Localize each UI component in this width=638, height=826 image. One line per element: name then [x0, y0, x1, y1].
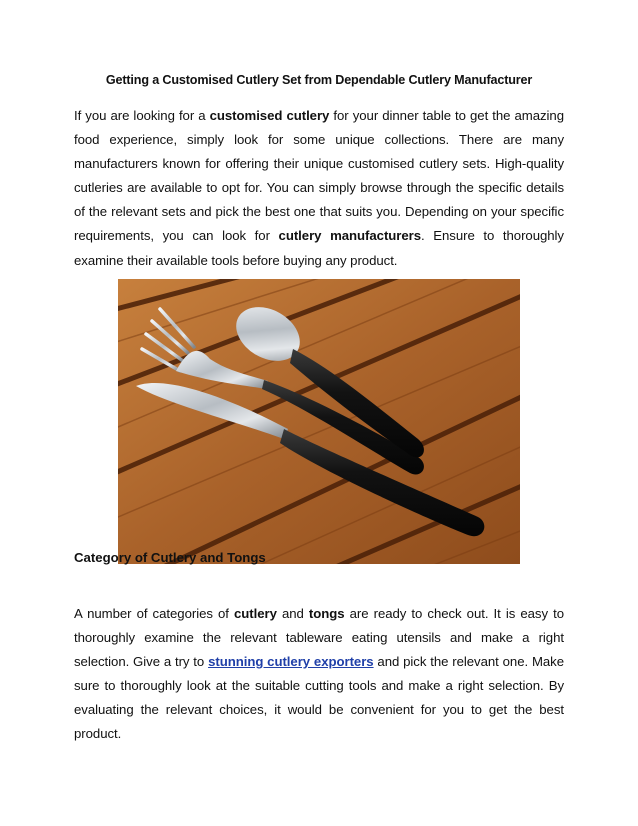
- stunning-cutlery-exporters-link[interactable]: stunning cutlery exporters: [208, 654, 374, 670]
- cutlery-set-photo: [118, 279, 520, 564]
- section-text-1: A number of categories of: [74, 606, 234, 621]
- section-paragraph: [74, 602, 564, 747]
- section-text-3: are ready to check out. It is easy to thoroughly examine the relevant tableware eating utensils and make a right selection. Give a try to: [74, 606, 564, 670]
- intro-text-1: If you are looking for a: [74, 108, 210, 123]
- intro-text-2: for your dinner table to get the amazing food experience, simply look for some unique collections. There are many manufacturers known for offering their unique customised cutlery sets. High-quality cutleries are available to opt for. You can simply browse through the specific details of the relevant sets and pick the best one that suits you. Depending on your specific requirements, you can look for: [74, 108, 564, 244]
- section-heading: Category of Cutlery and Tongs: [74, 550, 266, 565]
- intro-text-3: . Ensure to thoroughly examine their available tools before buying any product.: [74, 228, 564, 268]
- section-text-2: and: [276, 606, 309, 621]
- intro-bold-cutlery-manufacturers: cutlery manufacturers: [278, 228, 422, 244]
- section-bold-tongs: tongs: [308, 606, 345, 621]
- intro-bold-customised-cutlery: customised cutlery: [209, 108, 330, 123]
- document-title: Getting a Customised Cutlery Set from Dependable Cutlery Manufacturer: [105, 73, 533, 87]
- intro-paragraph: [74, 104, 564, 273]
- section-bold-cutlery: cutlery: [233, 606, 277, 621]
- section-text-4: and pick the relevant one. Make sure to thoroughly look at the suitable cutting tools and make a right selection. By evaluating the relevant choices, it would be convenient for you to get the best product.: [74, 654, 564, 742]
